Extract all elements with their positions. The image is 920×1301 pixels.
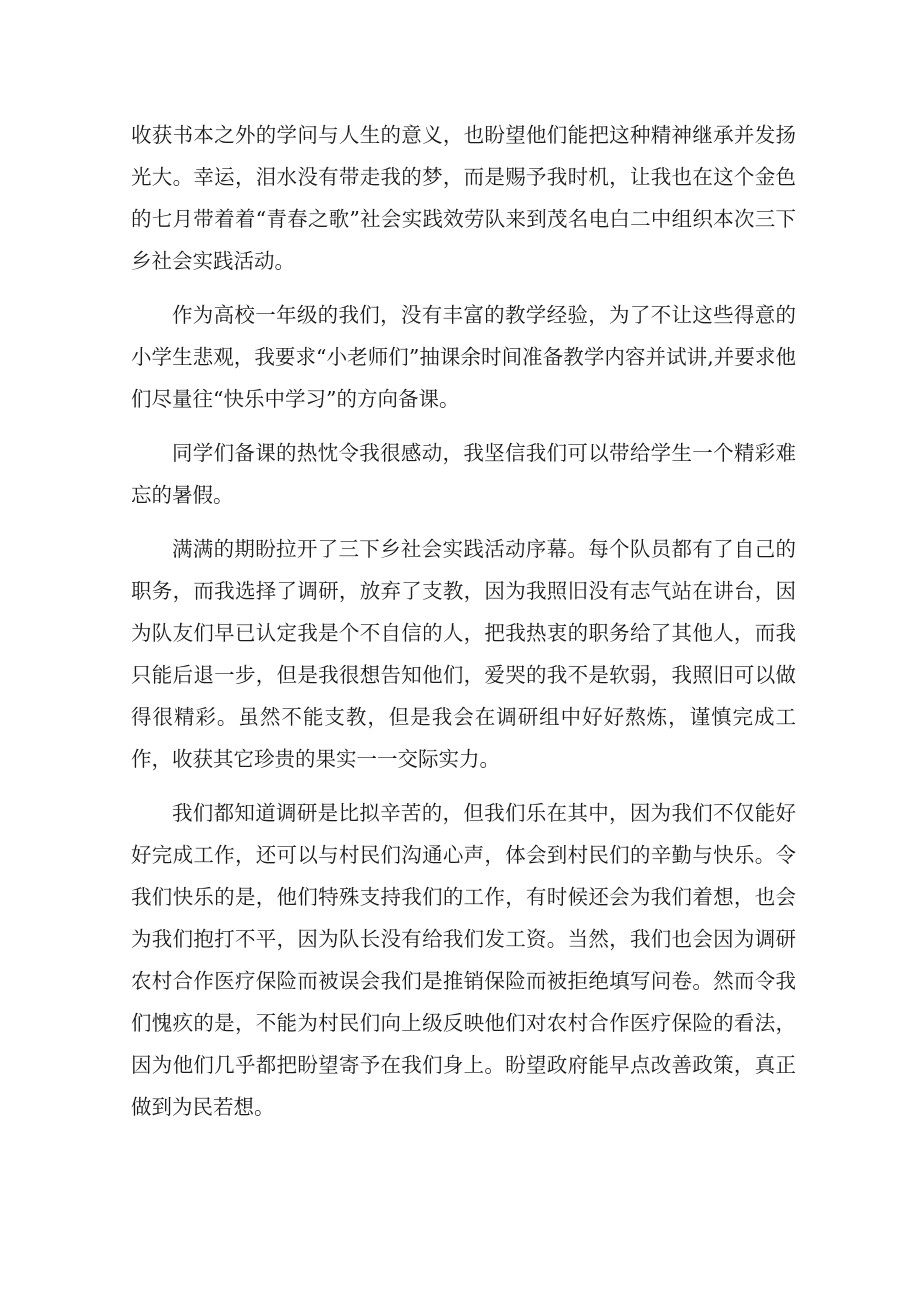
- paragraph-4: 满满的期盼拉开了三下乡社会实践活动序幕。每个队员都有了自己的职务，而我选择了调研，放弃了支教，因为我照旧没有志气站在讲台，因为队友们早已认定我是个不自信的人，把我热衷的职务给了其他人，而我只能后退一步，但是我很想告知他们，爱哭的我不是软弱，我照旧可以做得很精彩。虽然不能支教，但是我会在调研组中好好熬炼，谨慎完成工作，收获其它珍贵的果实一一交际实力。: [131, 537, 796, 771]
- paragraph-5: 我们都知道调研是比拟辛苦的，但我们乐在其中，因为我们不仅能好好完成工作，还可以与村民们沟通心声，体会到村民们的辛勤与快乐。令我们快乐的是，他们特殊支持我们的工作，有时候还会为我们着想，也会为我们抱打不平，因为队长没有给我们发工资。当然，我们也会因为调研农村合作医疗保险而被误会我们是推销保险而被拒绝填写问卷。然而令我们愧疚的是，不能为村民们向上级反映他们对农村合作医疗保险的看法，因为他们几乎都把盼望寄予在我们身上。盼望政府能早点改善政策，真正做到为民若想。: [131, 801, 796, 1119]
- paragraph-2: 作为高校一年级的我们，没有丰富的教学经验，为了不让这些得意的小学生悲观，我要求“小老师们”抽课余时间准备教学内容并试讲,并要求他们尽量往“快乐中学习”的方向备课。: [131, 303, 796, 411]
- document-body: [131, 114, 796, 1140]
- paragraph-3: 同学们备课的热忱令我很感动，我坚信我们可以带给学生一个精彩难忘的暑假。: [131, 441, 796, 507]
- paragraph-1: 收获书本之外的学问与人生的意义，也盼望他们能把这种精神继承并发扬光大。幸运，泪水没有带走我的梦，而是赐予我时机，让我也在这个金色的七月带着着“青春之歌”社会实践效劳队来到茂名电白二中组织本次三下乡社会实践活动。: [131, 123, 796, 273]
